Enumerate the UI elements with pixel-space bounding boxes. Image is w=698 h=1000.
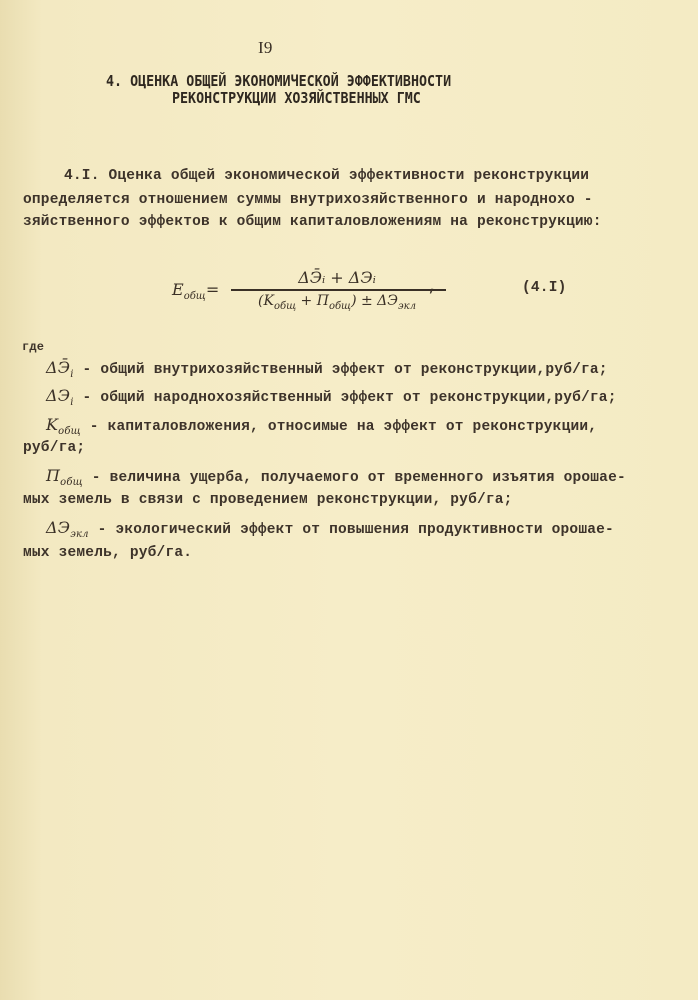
section-heading-line2: РЕКОНСТРУКЦИИ ХОЗЯЙСТВЕННЫХ ГМС — [172, 89, 421, 107]
formula-equals: = — [205, 280, 220, 299]
where-label: где — [22, 340, 45, 354]
definition-sub: общ — [58, 425, 81, 437]
definition-text: - экологический эффект от повышения продуктивности орошае- — [97, 522, 614, 538]
definition-sub: i — [70, 368, 74, 380]
formula-4-1 — [172, 268, 592, 318]
definition-continuation: мых земель в связи с проведением реконструкции, руб/га; — [23, 492, 513, 508]
definition-sub: общ — [60, 476, 83, 488]
formula-comma: , — [428, 280, 437, 296]
definition-continuation: руб/га; — [23, 440, 86, 456]
formula-lhs-sub: общ — [183, 291, 206, 303]
definition-item — [46, 415, 597, 437]
definition-text: - капиталовложения, относимые на эффект от реконструкции, — [89, 419, 598, 435]
definition-item — [46, 386, 617, 408]
definition-item — [46, 518, 614, 540]
den-e: ) ± ΔЭ — [351, 292, 398, 309]
definition-item — [46, 358, 608, 380]
den-e-sub: экл — [398, 300, 416, 312]
den-p: + П — [296, 292, 329, 309]
definition-text: - общий внутрихозяйственный эффект от реконструкции,руб/га; — [82, 362, 608, 378]
definition-sub: i — [70, 396, 74, 408]
definition-sub: экл — [70, 528, 89, 540]
formula-numerator: ΔЭ̄ᵢ + ΔЭᵢ — [298, 268, 376, 287]
definition-text: - общий народнохозяйственный эффект от реконструкции,руб/га; — [82, 390, 617, 406]
den-k-sub: общ — [273, 300, 297, 312]
definition-symbol: ΔЭ — [46, 518, 71, 537]
formula-lhs — [172, 280, 219, 302]
paragraph-line-1: 4.I. Оценка общей экономической эффективности реконструкции — [64, 168, 590, 184]
definition-continuation: мых земель, руб/га. — [23, 545, 193, 561]
definition-symbol: П — [46, 466, 61, 485]
formula-denominator — [227, 293, 447, 312]
den-k: (K — [258, 292, 274, 309]
definition-text: - величина ущерба, получаемого от временного изъятия орошае- — [91, 470, 626, 486]
fraction-bar — [231, 289, 446, 291]
equation-number: (4.I) — [522, 280, 567, 296]
paragraph-line-2: определяется отношением суммы внутрихозяйственного и народнохо - — [23, 192, 593, 208]
section-heading-line1: 4. ОЦЕНКА ОБЩЕЙ ЭКОНОМИЧЕСКОЙ ЭФФЕКТИВНОСТИ — [106, 72, 452, 90]
den-p-sub: общ — [328, 300, 352, 312]
definition-symbol: ΔЭ̄ — [46, 358, 71, 377]
definition-symbol: ΔЭ — [46, 386, 71, 405]
definition-symbol: K — [46, 415, 59, 434]
page-number: I9 — [258, 38, 273, 57]
formula-fraction — [227, 268, 447, 311]
definition-item — [46, 466, 626, 488]
paragraph-line-3: зяйственного эффектов к общим капиталовложениям на реконструкцию: — [23, 214, 602, 230]
formula-lhs-symbol: E — [172, 280, 184, 299]
